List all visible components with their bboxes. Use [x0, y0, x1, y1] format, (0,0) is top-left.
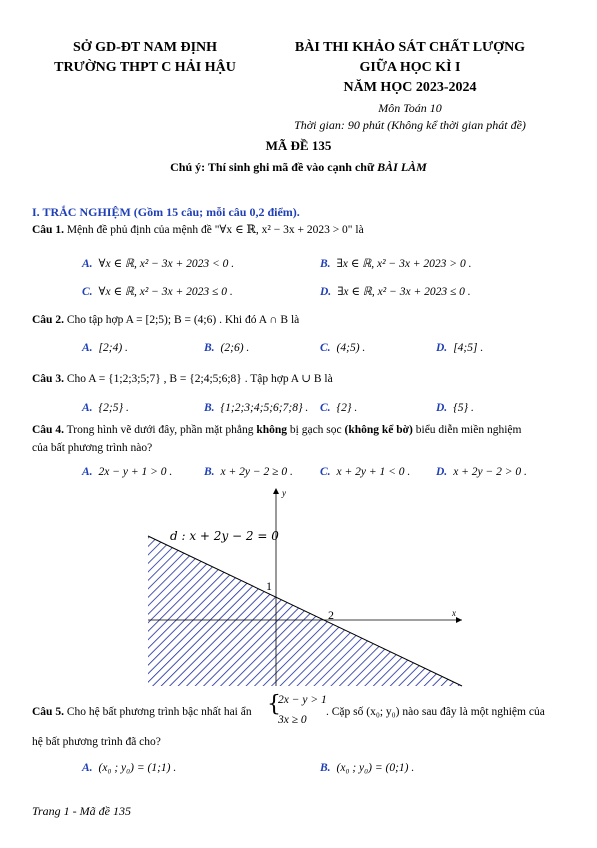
q1-option-a[interactable]: A. ∀x ∈ ℝ, x² − 3x + 2023 < 0 .: [82, 258, 235, 270]
q2-option-c[interactable]: C. (4;5) .: [320, 342, 366, 354]
note-emphasis: BÀI LÀM: [377, 160, 427, 174]
question-4-text-b: không: [256, 424, 288, 436]
system-inequality-2: 3x ≥ 0: [278, 714, 307, 726]
question-2-text: Cho tập hợp A = [2;5); B = (4;6) . Khi đó A ∩ B là: [66, 314, 300, 326]
question-1: [32, 222, 364, 236]
subject: Môn Toán 10: [378, 101, 442, 115]
question-4-text-d: (không kể bờ): [344, 424, 413, 436]
q4-option-d[interactable]: D. x + 2y − 2 > 0 .: [436, 466, 527, 478]
question-4-text-a: Trong hình vẽ dưới đây, phần mặt phẳng: [66, 424, 257, 436]
q5-option-b[interactable]: B. (x₀ ; y₀) = (0;1) .: [320, 762, 415, 774]
q2-option-d[interactable]: D. [4;5] .: [436, 342, 484, 354]
section-title: I. TRẮC NGHIỆM (Gồm 15 câu; mỗi câu 0,2 điểm).: [32, 205, 300, 219]
question-4: [32, 424, 521, 436]
question-3: [32, 371, 333, 385]
x-tick-label: 2: [328, 608, 334, 622]
x-axis-label: x: [452, 608, 456, 618]
question-1-label: Câu 1.: [32, 224, 64, 236]
q3-option-d[interactable]: D. {5} .: [436, 402, 474, 414]
y-tick-label: 1: [266, 579, 272, 593]
line-label: d : x + 2y − 2 = 0: [170, 529, 279, 543]
school-name: TRƯỜNG THPT C HẢI HẬU: [54, 60, 236, 75]
instruction-note: [0, 160, 597, 175]
q4-option-c[interactable]: C. x + 2y + 1 < 0 .: [320, 466, 411, 478]
question-1-text: Mệnh đề phủ định của mệnh đề "∀x ∈ ℝ, x² − 3x + 2023 > 0" là: [66, 224, 364, 236]
question-3-label: Câu 3.: [32, 373, 64, 385]
department-name: SỞ GD-ĐT NAM ĐỊNH: [72, 40, 218, 55]
question-2-label: Câu 2.: [32, 314, 64, 326]
question-4-text-e: biểu diễn miền nghiệm: [412, 424, 522, 436]
exam-code: MÃ ĐỀ 135: [265, 138, 332, 153]
q5-option-a[interactable]: A. (x₀ ; y₀) = (1;1) .: [82, 762, 177, 774]
question-5-line2: hệ bất phương trình đã cho?: [32, 736, 161, 748]
q4-option-a[interactable]: A. 2x − y + 1 > 0 .: [82, 466, 173, 478]
question-5-text: Cho hệ bất phương trình bậc nhất hai ẩn: [66, 706, 252, 718]
exam-title: BÀI THI KHẢO SÁT CHẤT LƯỢNG: [294, 40, 526, 55]
q3-option-b[interactable]: B. {1;2;3;4;5;6;7;8} .: [204, 402, 309, 414]
question-2: [32, 314, 299, 326]
q2-option-b[interactable]: B. (2;6) .: [204, 342, 250, 354]
inequality-region-graph: [140, 486, 470, 691]
question-5-text-after: . Cặp số (x₀; y₀) nào sau đây là một nghiệm của: [326, 706, 545, 718]
question-4-text-c: bị gạch sọc: [287, 424, 345, 436]
q1-option-d[interactable]: D. ∃x ∈ ℝ, x² − 3x + 2023 ≤ 0 .: [320, 286, 471, 298]
note-text: Chú ý: Thí sinh ghi mã đề vào cạnh chữ: [170, 160, 378, 174]
q1-option-c[interactable]: C. ∀x ∈ ℝ, x² − 3x + 2023 ≤ 0 .: [82, 286, 233, 298]
question-4-label: Câu 4.: [32, 424, 64, 436]
system-brace: {: [267, 692, 281, 717]
exam-term: GIỮA HỌC KÌ I: [359, 60, 461, 75]
question-3-text: Cho A = {1;2;3;5;7} , B = {2;4;5;6;8} . Tập hợp A ∪ B là: [66, 373, 333, 385]
x-axis-arrow: [456, 617, 462, 623]
question-4-line2: của bất phương trình nào?: [32, 442, 153, 454]
q2-option-a[interactable]: A. [2;4) .: [82, 342, 128, 354]
q3-option-a[interactable]: A. {2;5} .: [82, 402, 129, 414]
question-5: [32, 706, 252, 718]
y-axis-arrow: [273, 488, 279, 494]
q3-option-c[interactable]: C. {2} .: [320, 402, 358, 414]
page-footer: Trang 1 - Mã đề 135: [32, 804, 131, 818]
q1-option-b[interactable]: B. ∃x ∈ ℝ, x² − 3x + 2023 > 0 .: [320, 258, 472, 270]
question-5-label: Câu 5.: [32, 706, 64, 718]
time-limit: Thời gian: 90 phút (Không kể thời gian phát đề): [294, 118, 526, 132]
school-year: NĂM HỌC 2023-2024: [343, 80, 477, 95]
q4-option-b[interactable]: B. x + 2y − 2 ≥ 0 .: [204, 466, 293, 478]
y-axis-label: y: [282, 488, 286, 498]
system-inequality-1: 2x − y > 1: [278, 694, 327, 706]
